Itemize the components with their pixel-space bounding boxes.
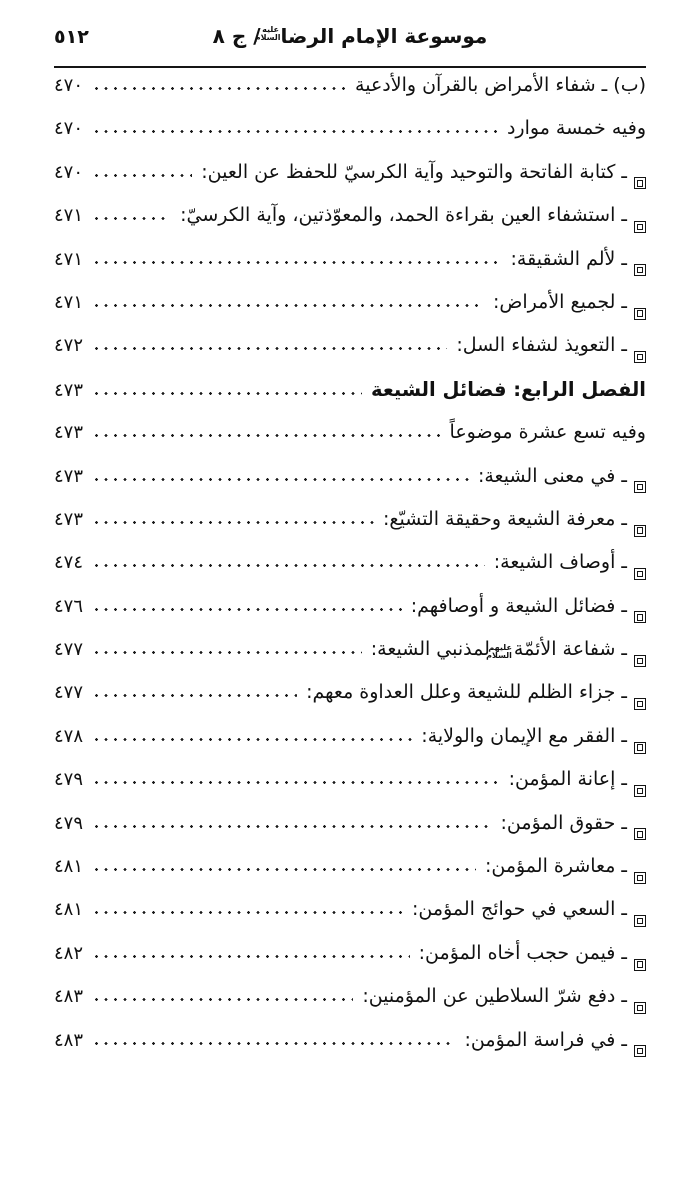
- dot-leader: [92, 129, 498, 134]
- square-bullet-icon: [634, 959, 646, 971]
- entry-title: ـ في فراسة المؤمن:: [464, 1028, 627, 1051]
- toc-row: [54, 465, 646, 508]
- square-bullet-icon: [634, 568, 646, 580]
- entry-title: وفيه خمسة موارد: [506, 117, 646, 140]
- square-bullet-icon: [634, 742, 646, 754]
- honorific-mark: عليه السلام: [254, 24, 281, 42]
- entry-page-number: ٤٨١: [54, 899, 84, 921]
- entry-title: ـ لألم الشقيقة:: [510, 247, 627, 270]
- entry-page-number: ٤٧٣: [54, 422, 84, 444]
- entry-title: ـ إعانة المؤمن:: [508, 768, 627, 791]
- entry-page-number: ٤٧٨: [54, 725, 84, 747]
- toc-row: [54, 898, 646, 941]
- dot-leader: [92, 1041, 456, 1046]
- square-bullet-icon: [634, 785, 646, 797]
- dot-leader: [92, 260, 502, 265]
- dot-leader: [92, 607, 402, 612]
- entry-page-number: ٤٨٣: [54, 1029, 84, 1051]
- header-divider: [54, 66, 646, 68]
- dot-leader: [92, 867, 476, 872]
- entry-page-number: ٤٧٤: [54, 552, 84, 574]
- dot-leader: [92, 433, 441, 438]
- toc-list: [54, 74, 646, 1072]
- entry-page-number: ٤٧٢: [54, 335, 84, 357]
- dot-leader: [92, 477, 469, 482]
- square-bullet-icon: [634, 221, 646, 233]
- dot-leader: [92, 216, 171, 221]
- dot-leader: [92, 520, 374, 525]
- entry-page-number: ٤٧٠: [54, 75, 84, 96]
- dot-leader: [92, 824, 492, 829]
- dot-leader: [92, 780, 500, 785]
- square-bullet-icon: [634, 872, 646, 884]
- volume-label: / ج ٨: [212, 24, 261, 48]
- entry-title: وفيه تسع عشرة موضوعاً: [449, 421, 646, 444]
- entry-page-number: ٤٧٠: [54, 161, 84, 183]
- square-bullet-icon: [634, 177, 646, 189]
- entry-title: ـ لجميع الأمراض:: [493, 290, 627, 313]
- entry-page-number: ٤٧١: [54, 248, 84, 270]
- dot-leader: [92, 173, 192, 178]
- running-head: [54, 24, 646, 48]
- entry-title: ـ فيمن حجب أخاه المؤمن:: [418, 941, 627, 964]
- square-bullet-icon: [634, 1002, 646, 1014]
- square-bullet-icon: [634, 308, 646, 320]
- toc-row: [54, 942, 646, 985]
- entry-title: ـ حقوق المؤمن:: [500, 811, 627, 834]
- square-bullet-icon: [634, 264, 646, 276]
- toc-row: [54, 638, 646, 681]
- square-bullet-icon: [634, 655, 646, 667]
- entry-title: ـ السعي في حوائج المؤمن:: [412, 898, 627, 921]
- dot-leader: [92, 737, 412, 742]
- dot-leader: [92, 346, 447, 351]
- entry-title-cont: لمذنبي الشيعة:: [370, 638, 490, 661]
- toc-row: [54, 117, 646, 160]
- entry-title: ـ في معنى الشيعة:: [477, 464, 627, 487]
- square-bullet-icon: [634, 525, 646, 537]
- toc-row: [54, 508, 646, 551]
- entry-page-number: ٤٧٧: [54, 682, 84, 704]
- toc-row: [54, 595, 646, 638]
- page-number: ٥١٢: [54, 26, 89, 48]
- toc-row: [54, 551, 646, 594]
- entry-title: الفصل الرابع: فضائل الشيعة: [371, 377, 646, 401]
- square-bullet-icon: [634, 351, 646, 363]
- dot-leader: [92, 997, 353, 1002]
- toc-row: [54, 985, 646, 1028]
- toc-row: [54, 334, 646, 377]
- dot-leader: [92, 303, 484, 308]
- entry-page-number: ٤٧٣: [54, 508, 84, 530]
- toc-row: [54, 74, 646, 117]
- square-bullet-icon: [634, 915, 646, 927]
- entry-title: ـ جزاء الظلم للشيعة وعلل العداوة معهم:: [306, 681, 627, 704]
- square-bullet-icon: [634, 698, 646, 710]
- entry-title: ـ فضائل الشيعة و أوصافهم:: [410, 594, 627, 617]
- toc-row: [54, 681, 646, 724]
- toc-row: [54, 812, 646, 855]
- entry-title: ـ كتابة الفاتحة والتوحيد وآية الكرسيّ للحفظ عن العين:: [201, 160, 627, 183]
- toc-row: [54, 161, 646, 204]
- square-bullet-icon: [634, 1045, 646, 1057]
- entry-page-number: ٤٧٣: [54, 465, 84, 487]
- toc-row: [54, 421, 646, 464]
- toc-row: [54, 1029, 646, 1072]
- dot-leader: [92, 563, 485, 568]
- entry-title: (ب) ـ شفاء الأمراض بالقرآن والأدعية: [355, 74, 646, 96]
- entry-page-number: ٤٨١: [54, 856, 84, 878]
- entry-page-number: ٤٧٩: [54, 812, 84, 834]
- square-bullet-icon: [634, 611, 646, 623]
- entry-page-number: ٤٧٩: [54, 769, 84, 791]
- entry-page-number: ٤٧٣: [54, 379, 84, 401]
- dot-leader: [92, 693, 297, 698]
- entry-title: ـ معاشرة المؤمن:: [484, 855, 627, 878]
- entry-page-number: ٤٧٧: [54, 639, 84, 661]
- entry-title: ـ معرفة الشيعة وحقيقة التشيّع:: [383, 507, 627, 530]
- entry-title: ـ شفاعة الأئمّة: [513, 638, 627, 661]
- page-header: [54, 24, 646, 58]
- entry-page-number: ٤٧٦: [54, 595, 84, 617]
- toc-row: [54, 291, 646, 334]
- square-bullet-icon: [634, 828, 646, 840]
- dot-leader: [92, 650, 362, 655]
- toc-row: [54, 855, 646, 898]
- dot-leader: [92, 910, 403, 915]
- entry-page-number: ٤٧١: [54, 291, 84, 313]
- entry-title: ـ استشفاء العين بقراءة الحمد، والمعوّذتين، وآية الكرسيّ:: [180, 204, 627, 227]
- toc-row: [54, 378, 646, 421]
- entry-page-number: ٤٨٢: [54, 942, 84, 964]
- dot-leader: [92, 954, 410, 959]
- toc-row: [54, 768, 646, 811]
- dot-leader: [92, 391, 362, 396]
- book-title: موسوعة الإمام الرضا: [280, 24, 488, 48]
- entry-title: ـ أوصاف الشيعة:: [493, 551, 627, 574]
- entry-title: ـ الفقر مع الإيمان والولاية:: [421, 724, 627, 747]
- entry-title: ـ التعويذ لشفاء السل:: [456, 334, 627, 357]
- square-bullet-icon: [634, 481, 646, 493]
- dot-leader: [92, 86, 346, 91]
- entry-page-number: ٤٧٠: [54, 118, 84, 140]
- toc-row: [54, 248, 646, 291]
- entry-title: ـ دفع شرّ السلاطين عن المؤمنين:: [362, 985, 627, 1008]
- entry-page-number: ٤٧١: [54, 205, 84, 227]
- honorific-mark: عليهم السلام: [486, 643, 512, 661]
- toc-row: [54, 725, 646, 768]
- toc-row: [54, 204, 646, 247]
- entry-page-number: ٤٨٣: [54, 986, 84, 1008]
